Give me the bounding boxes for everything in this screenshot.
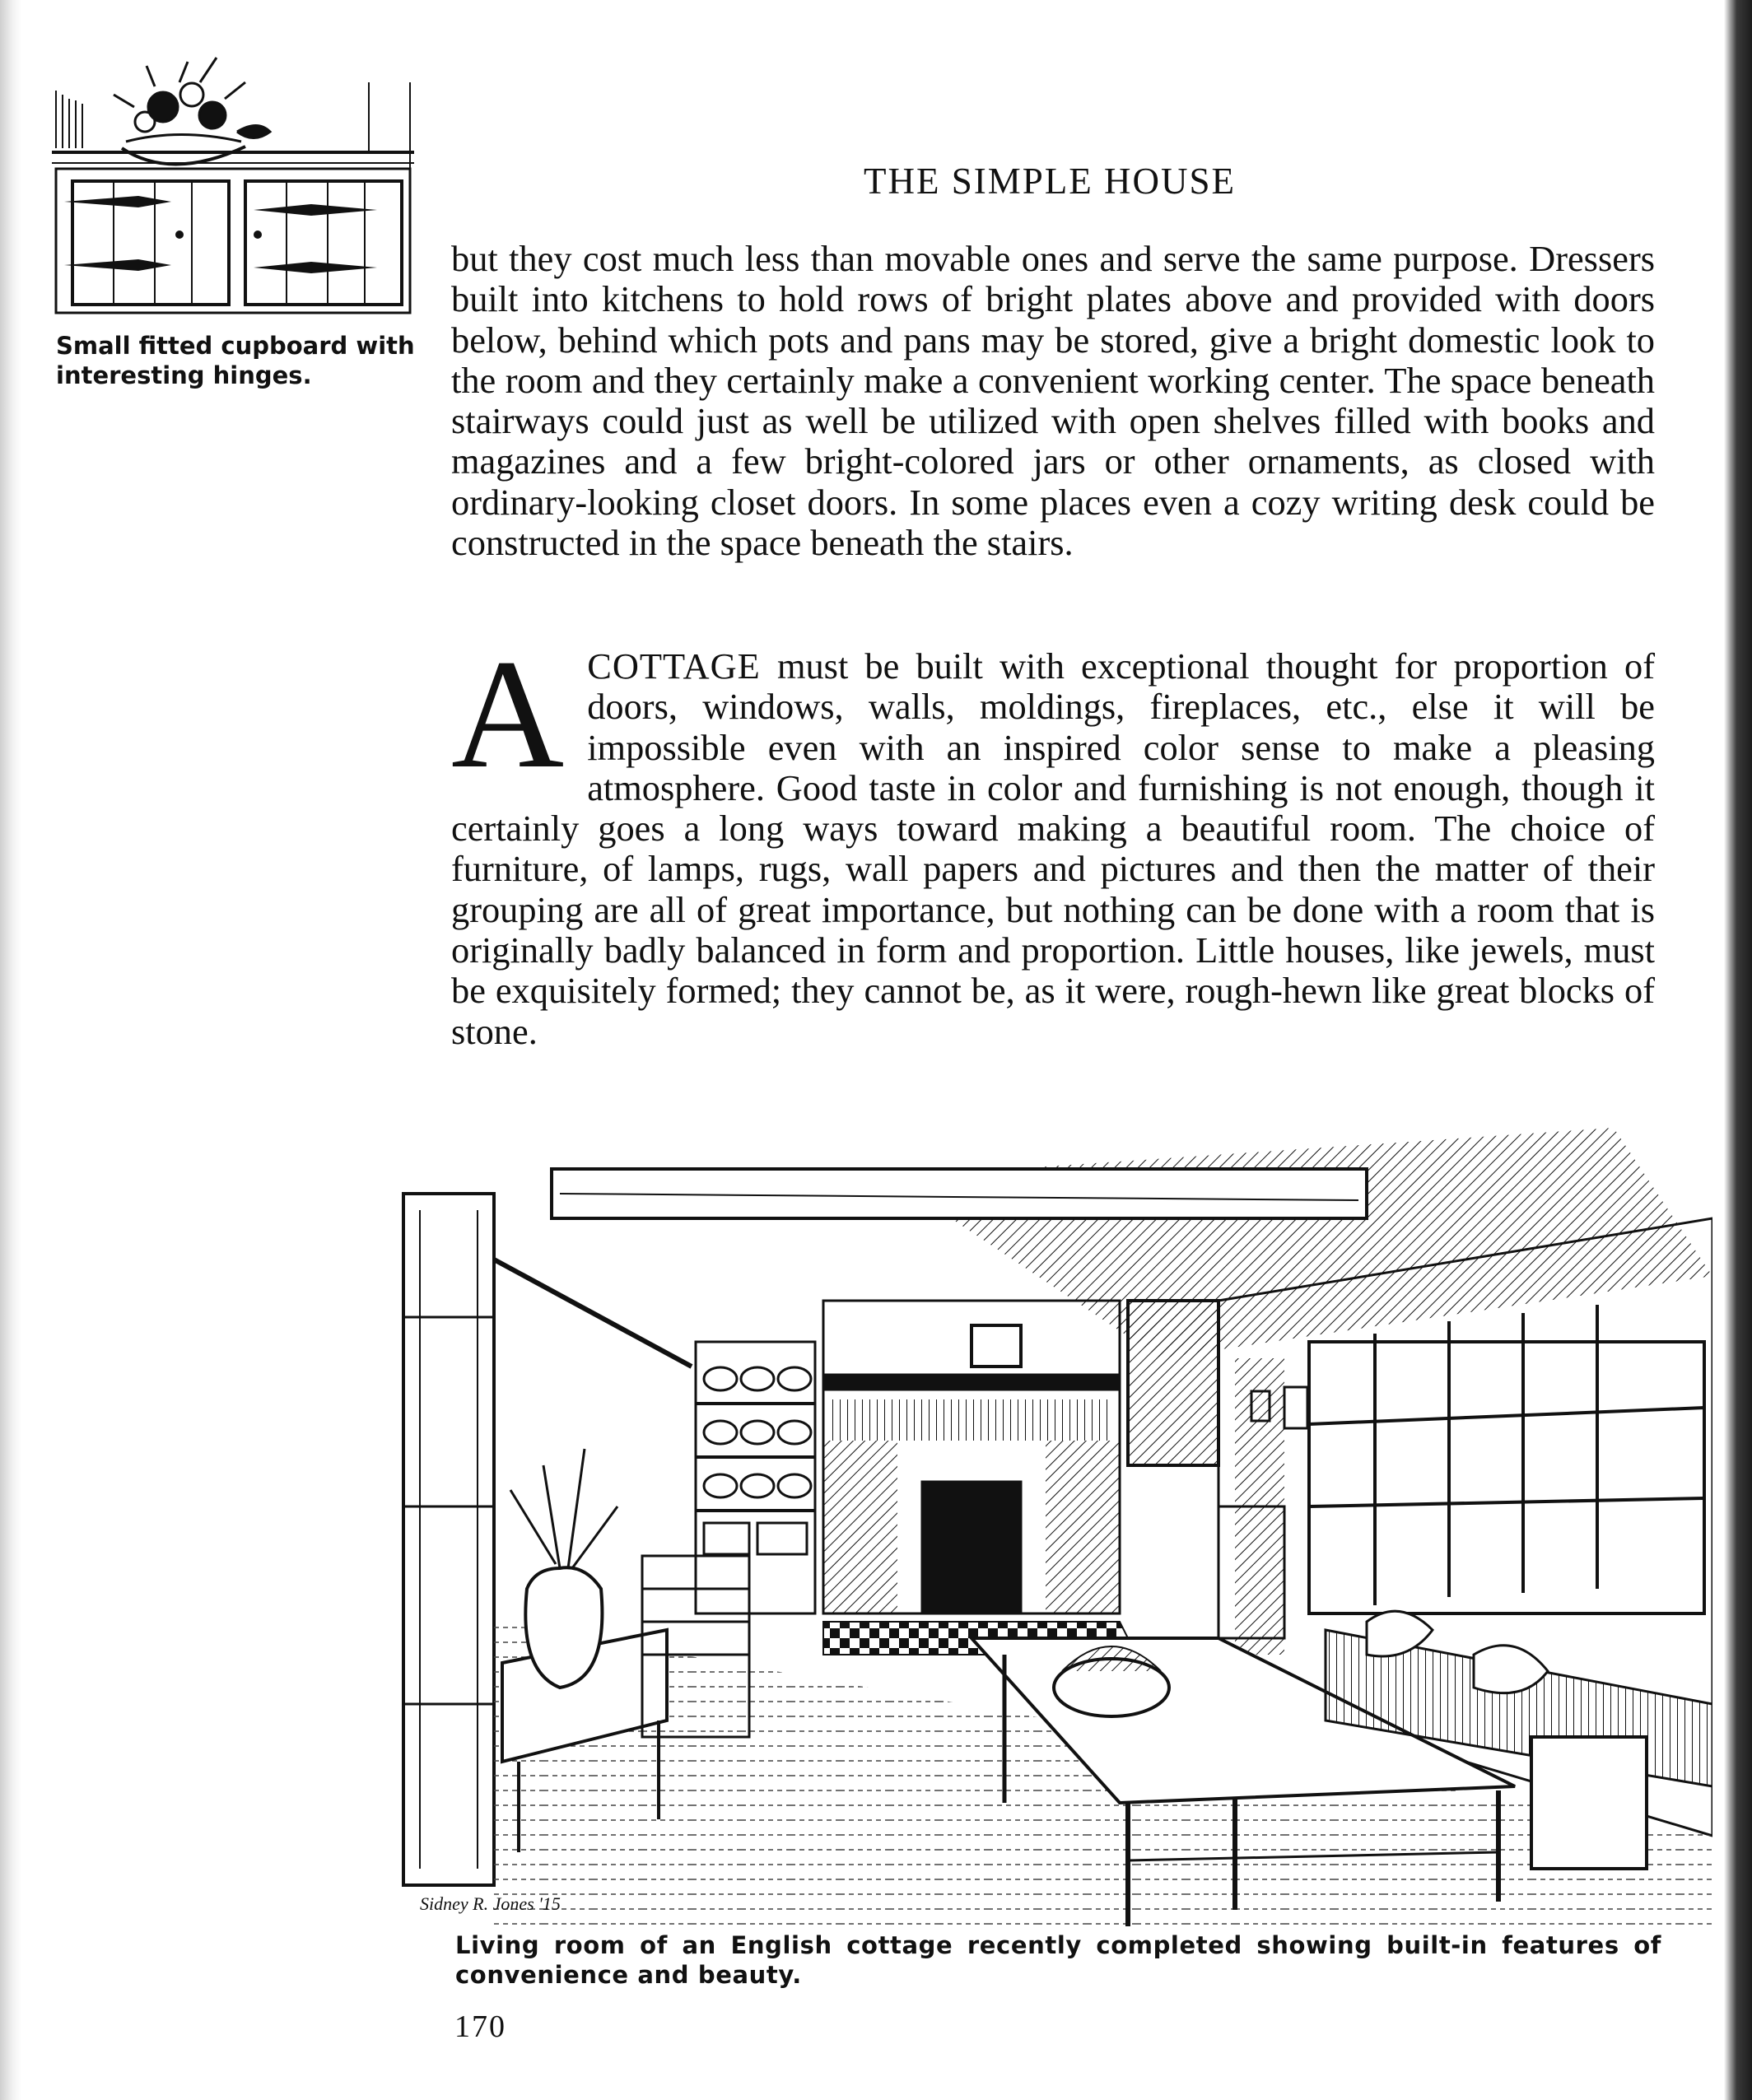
paragraph-2-lead: COTTAGE (587, 645, 761, 687)
cupboard-caption: Small fitted cupboard with interesting hinges. (56, 332, 415, 389)
paragraph-2 (451, 628, 1655, 1052)
paragraph-2-text: must be built with exceptional thought for proportion of doors, windows, walls, moldings, fireplaces, etc., else it will be impossible even with an inspired color sense to make a pleasing atmosphere. Good taste in color and furnishing is not enough, though it certainly goes a long ways toward making a beautiful room. The choice of furniture, of lamps, rugs, wall papers and pictures and then the matter of their grouping are all of great importance, but nothing can be done with a room that is originally badly balanced in form and proportion. Little houses, like jewels, must be exquisitely formed; they cannot be, as it were, rough-hewn like great blocks of stone. (451, 645, 1655, 1052)
living-room-caption: Living room of an English cottage recently completed showing built-in features of convenience and beauty. (455, 1931, 1661, 1989)
living-room-illustration (395, 1095, 1712, 1935)
paragraph-1: but they cost much less than movable ones and serve the same purpose. Dressers built into kitchens to hold rows of bright plates above and provided with doors below, behind which pots and pans may be stored, give a bright domestic look to the room and they certainly make a convenient working center. The space beneath stairways could just as well be utilized with open shelves filled with books and magazines and a few bright-colored jars or other ornaments, as closed with ordinary-looking closet doors. In some places even a cozy writing desk could be constructed in the space beneath the stairs. (451, 238, 1655, 564)
page-number: 170 (454, 2009, 506, 2044)
scan-edge-right (1724, 0, 1752, 2100)
artist-signature: Sidney R. Jones '15 (420, 1893, 561, 1914)
scan-edge-left (0, 0, 21, 2100)
running-head: THE SIMPLE HOUSE (863, 161, 1236, 202)
drop-cap: A (451, 628, 565, 801)
hinge-icon (64, 196, 377, 273)
cupboard-illustration (48, 49, 418, 321)
